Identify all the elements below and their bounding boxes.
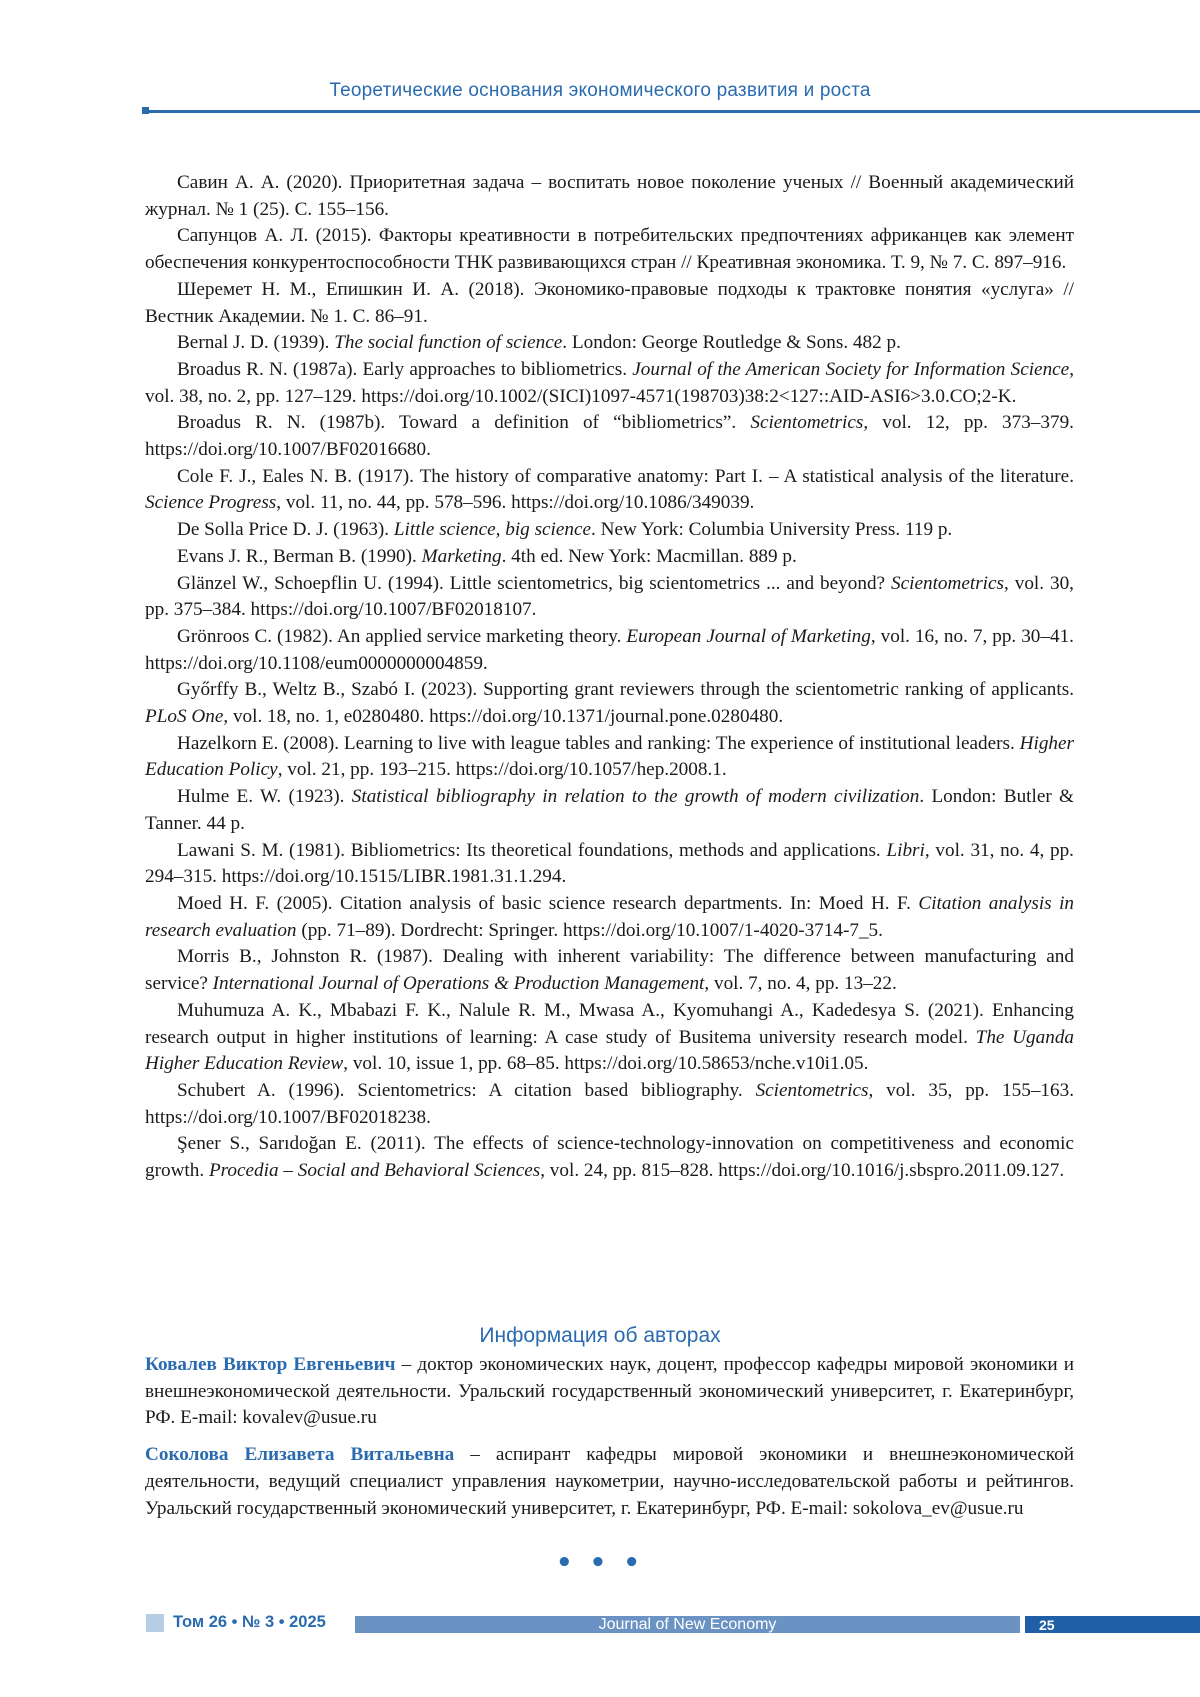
reference-text-part: Шеремет Н. М., Епишкин И. А. (2018). Экономико-правовые подходы к трактовке понятия «услуга» // Вестник Академии. № 1. С. 86–91. <box>145 278 1074 327</box>
end-of-article-mark: • • • <box>556 1548 644 1578</box>
reference-italic-part: International Journal of Operations & Production Management <box>212 973 705 995</box>
reference-italic-part: Statistical bibliography in relation to the growth of modern civilization <box>351 786 920 808</box>
reference-text-part: De Solla Price D. J. (1963). <box>177 519 394 541</box>
reference-text-part: Şener S., Sarıdoğan E. (2011). The effects of science-technology-innovation on competitiveness and economic growth. <box>145 1133 1074 1182</box>
reference-entry <box>145 731 1074 784</box>
reference-text-part: , vol. 18, no. 1, e0280480. https://doi.org/10.1371/journal.pone.0280480. <box>223 706 784 728</box>
references-list <box>145 170 1074 1185</box>
reference-text-part: Schubert A. (1996). Scientometrics: A citation based bibliography. <box>177 1079 756 1101</box>
reference-italic-part: Higher Education Policy <box>145 732 1074 781</box>
reference-text-part: Evans J. R., Berman B. (1990). <box>177 545 422 567</box>
reference-text-part: . New York: Columbia University Press. 119 p. <box>591 519 953 541</box>
reference-italic-part: Journal of the American Society for Information Science <box>632 358 1070 380</box>
reference-entry <box>145 544 1074 571</box>
reference-text-part: Glänzel W., Schoepflin U. (1994). Little scientometrics, big scientometrics ... and beyond? <box>177 572 892 594</box>
reference-entry <box>145 170 1074 223</box>
reference-text-part: Broadus R. N. (1987a). Early approaches to bibliometrics. <box>177 358 633 380</box>
reference-text-part: Bernal J. D. (1939). <box>177 332 335 354</box>
reference-text-part: , vol. 24, pp. 815–828. https://doi.org/10.1016/j.sbspro.2011.09.127. <box>540 1160 1065 1182</box>
header-rule <box>146 110 1200 113</box>
reference-text-part: Muhumuza A. K., Mbabazi F. K., Nalule R. M., Mwasa A., Kyomuhangi A., Kadedesya S. (2021). Enhancing research output in higher institutions of learning: A case study of Busitema university research model. <box>145 999 1074 1048</box>
reference-italic-part: Libri <box>886 839 925 861</box>
reference-entry <box>145 624 1074 677</box>
reference-italic-part: Little science, big science <box>393 519 592 541</box>
author-entry <box>145 1442 1074 1522</box>
author-name: Ковалев Виктор Евгеньевич <box>145 1354 396 1375</box>
reference-text-part: , vol. 10, issue 1, pp. 68–85. https://doi.org/10.58653/nche.v10i1.05. <box>343 1053 869 1075</box>
reference-italic-part: Science Progress <box>145 492 277 514</box>
reference-italic-part: Citation analysis in research evaluation <box>145 892 1074 941</box>
reference-italic-part: Scientometrics <box>891 572 1004 594</box>
reference-text-part: , vol. 21, pp. 193–215. https://doi.org/10.1057/hep.2008.1. <box>277 759 727 781</box>
reference-text-part: Broadus R. N. (1987b). Toward a definition of “bibliometrics”. <box>177 412 751 434</box>
reference-italic-part: Procedia – Social and Behavioral Sciences <box>208 1160 541 1182</box>
reference-text-part: Győrffy B., Weltz B., Szabó I. (2023). Supporting grant reviewers through the scientometric ranking of applicants. <box>177 679 1074 701</box>
reference-italic-part: Scientometrics <box>750 412 864 434</box>
reference-text-part: , vol. 31, no. 4, pp. 294–315. https://doi.org/10.1515/LIBR.1981.31.1.294. <box>145 839 1074 888</box>
reference-text-part: . 4th ed. New York: Macmillan. 889 p. <box>501 545 797 567</box>
reference-text-part: . London: George Routledge & Sons. 482 p. <box>562 332 901 354</box>
reference-italic-part: The Uganda Higher Education Review <box>145 1026 1075 1075</box>
reference-text-part: , vol. 11, no. 44, pp. 578–596. https://doi.org/10.1086/349039. <box>276 492 755 514</box>
reference-entry <box>145 891 1074 944</box>
author-name: Соколова Елизавета Витальевна <box>145 1444 455 1466</box>
authors-list <box>145 1352 1074 1532</box>
reference-text-part: Сапунцов А. Л. (2015). Факторы креативности в потребительских предпочтениях африканцев как элемент обеспечения конкурентоспособности ТНК развивающихся стран // Креативная экономика. Т. 9, № 7. С. 897–916. <box>145 225 1074 274</box>
footer-square <box>146 1614 164 1632</box>
reference-text-part: . London: Butler & Tanner. 44 p. <box>145 786 1074 834</box>
reference-italic-part: Scientometrics <box>755 1079 869 1101</box>
author-bio: – доктор экономических наук, доцент, профессор кафедры мировой экономики и внешнеэкономической деятельности. Уральский государственный экономический университет, г. Екатеринбург, РФ. E-mail: kovalev@usue.ru <box>145 1354 1074 1429</box>
reference-italic-part: The social function of science <box>334 332 563 354</box>
reference-text-part: Moed H. F. (2005). Citation analysis of basic science research departments. In: Moed H. F. <box>177 892 919 914</box>
reference-text-part: , vol. 7, no. 4, pp. 13–22. <box>704 973 897 995</box>
reference-text-part: , vol. 38, no. 2, pp. 127–129. https://doi.org/10.1002/(SICI)1097-4571(198703)38:2<127::AID-ASI6>3.0.CO;2-K. <box>145 358 1074 407</box>
reference-entry <box>145 571 1074 624</box>
reference-entry <box>145 517 1074 544</box>
author-bio: – аспирант кафедры мировой экономики и внешнеэкономической деятельности, ведущий специалист управления наукометрии, научно-исследовательской работы и рейтингов. Уральский государственный экономический университет, г. Екатеринбург, РФ. E-mail: sokolova_ev@usue.ru <box>145 1444 1075 1519</box>
reference-entry <box>145 784 1074 837</box>
reference-text-part: (pp. 71–89). Dordrecht: Springer. https://doi.org/10.1007/1-4020-3714-7_5. <box>296 919 883 941</box>
reference-entry <box>145 677 1074 730</box>
reference-text-part: , vol. 30, pp. 375–384. https://doi.org/10.1007/BF02018107. <box>145 572 1074 621</box>
reference-entry <box>145 464 1074 517</box>
reference-entry <box>145 998 1074 1078</box>
reference-text-part: Савин А. А. (2020). Приоритетная задача – воспитать новое поколение ученых // Военный академический журнал. № 1 (25). С. 155–156. <box>145 172 1074 220</box>
reference-text-part: Morris B., Johnston R. (1987). Dealing with inherent variability: The difference between manufacturing and service? <box>145 946 1074 995</box>
reference-text-part: , vol. 16, no. 7, pp. 30–41. https://doi.org/10.1108/eum0000000004859. <box>145 625 1074 674</box>
reference-entry <box>145 330 1074 357</box>
reference-text-part: Cole F. J., Eales N. B. (1917). The history of comparative anatomy: Part I. – A statistical analysis of the literature. <box>177 465 1074 487</box>
authors-section-title: Информация об авторах <box>479 1324 721 1347</box>
reference-text-part: , vol. 35, pp. 155–163. https://doi.org/10.1007/BF02018238. <box>145 1079 1074 1128</box>
reference-text-part: Lawani S. M. (1981). Bibliometrics: Its theoretical foundations, methods and applications. <box>177 839 887 861</box>
reference-italic-part: European Journal of Marketing <box>626 625 871 647</box>
reference-italic-part: Marketing <box>421 545 502 567</box>
reference-entry <box>145 944 1074 997</box>
reference-text-part: , vol. 12, pp. 373–379. https://doi.org/10.1007/BF02016680. <box>145 412 1074 461</box>
reference-entry <box>145 277 1074 330</box>
author-entry <box>145 1352 1074 1432</box>
reference-entry <box>145 357 1074 410</box>
reference-entry <box>145 1131 1074 1184</box>
reference-entry <box>145 838 1074 891</box>
reference-entry <box>145 410 1074 463</box>
footer-issue: Том 26 • № 3 • 2025 <box>173 1613 326 1631</box>
reference-entry <box>145 223 1074 276</box>
page-number: 25 <box>1025 1616 1200 1633</box>
reference-text-part: Hazelkorn E. (2008). Learning to live with league tables and ranking: The experience of institutional leaders. <box>177 732 1020 754</box>
reference-text-part: Hulme E. W. (1923). <box>177 786 352 808</box>
reference-italic-part: PLoS One <box>145 706 224 728</box>
reference-text-part: Grönroos C. (1982). An applied service marketing theory. <box>177 625 627 647</box>
footer-journal-band: Journal of New Economy <box>355 1616 1020 1633</box>
running-title: Теоретические основания экономического развития и роста <box>329 80 871 101</box>
reference-entry <box>145 1078 1074 1131</box>
